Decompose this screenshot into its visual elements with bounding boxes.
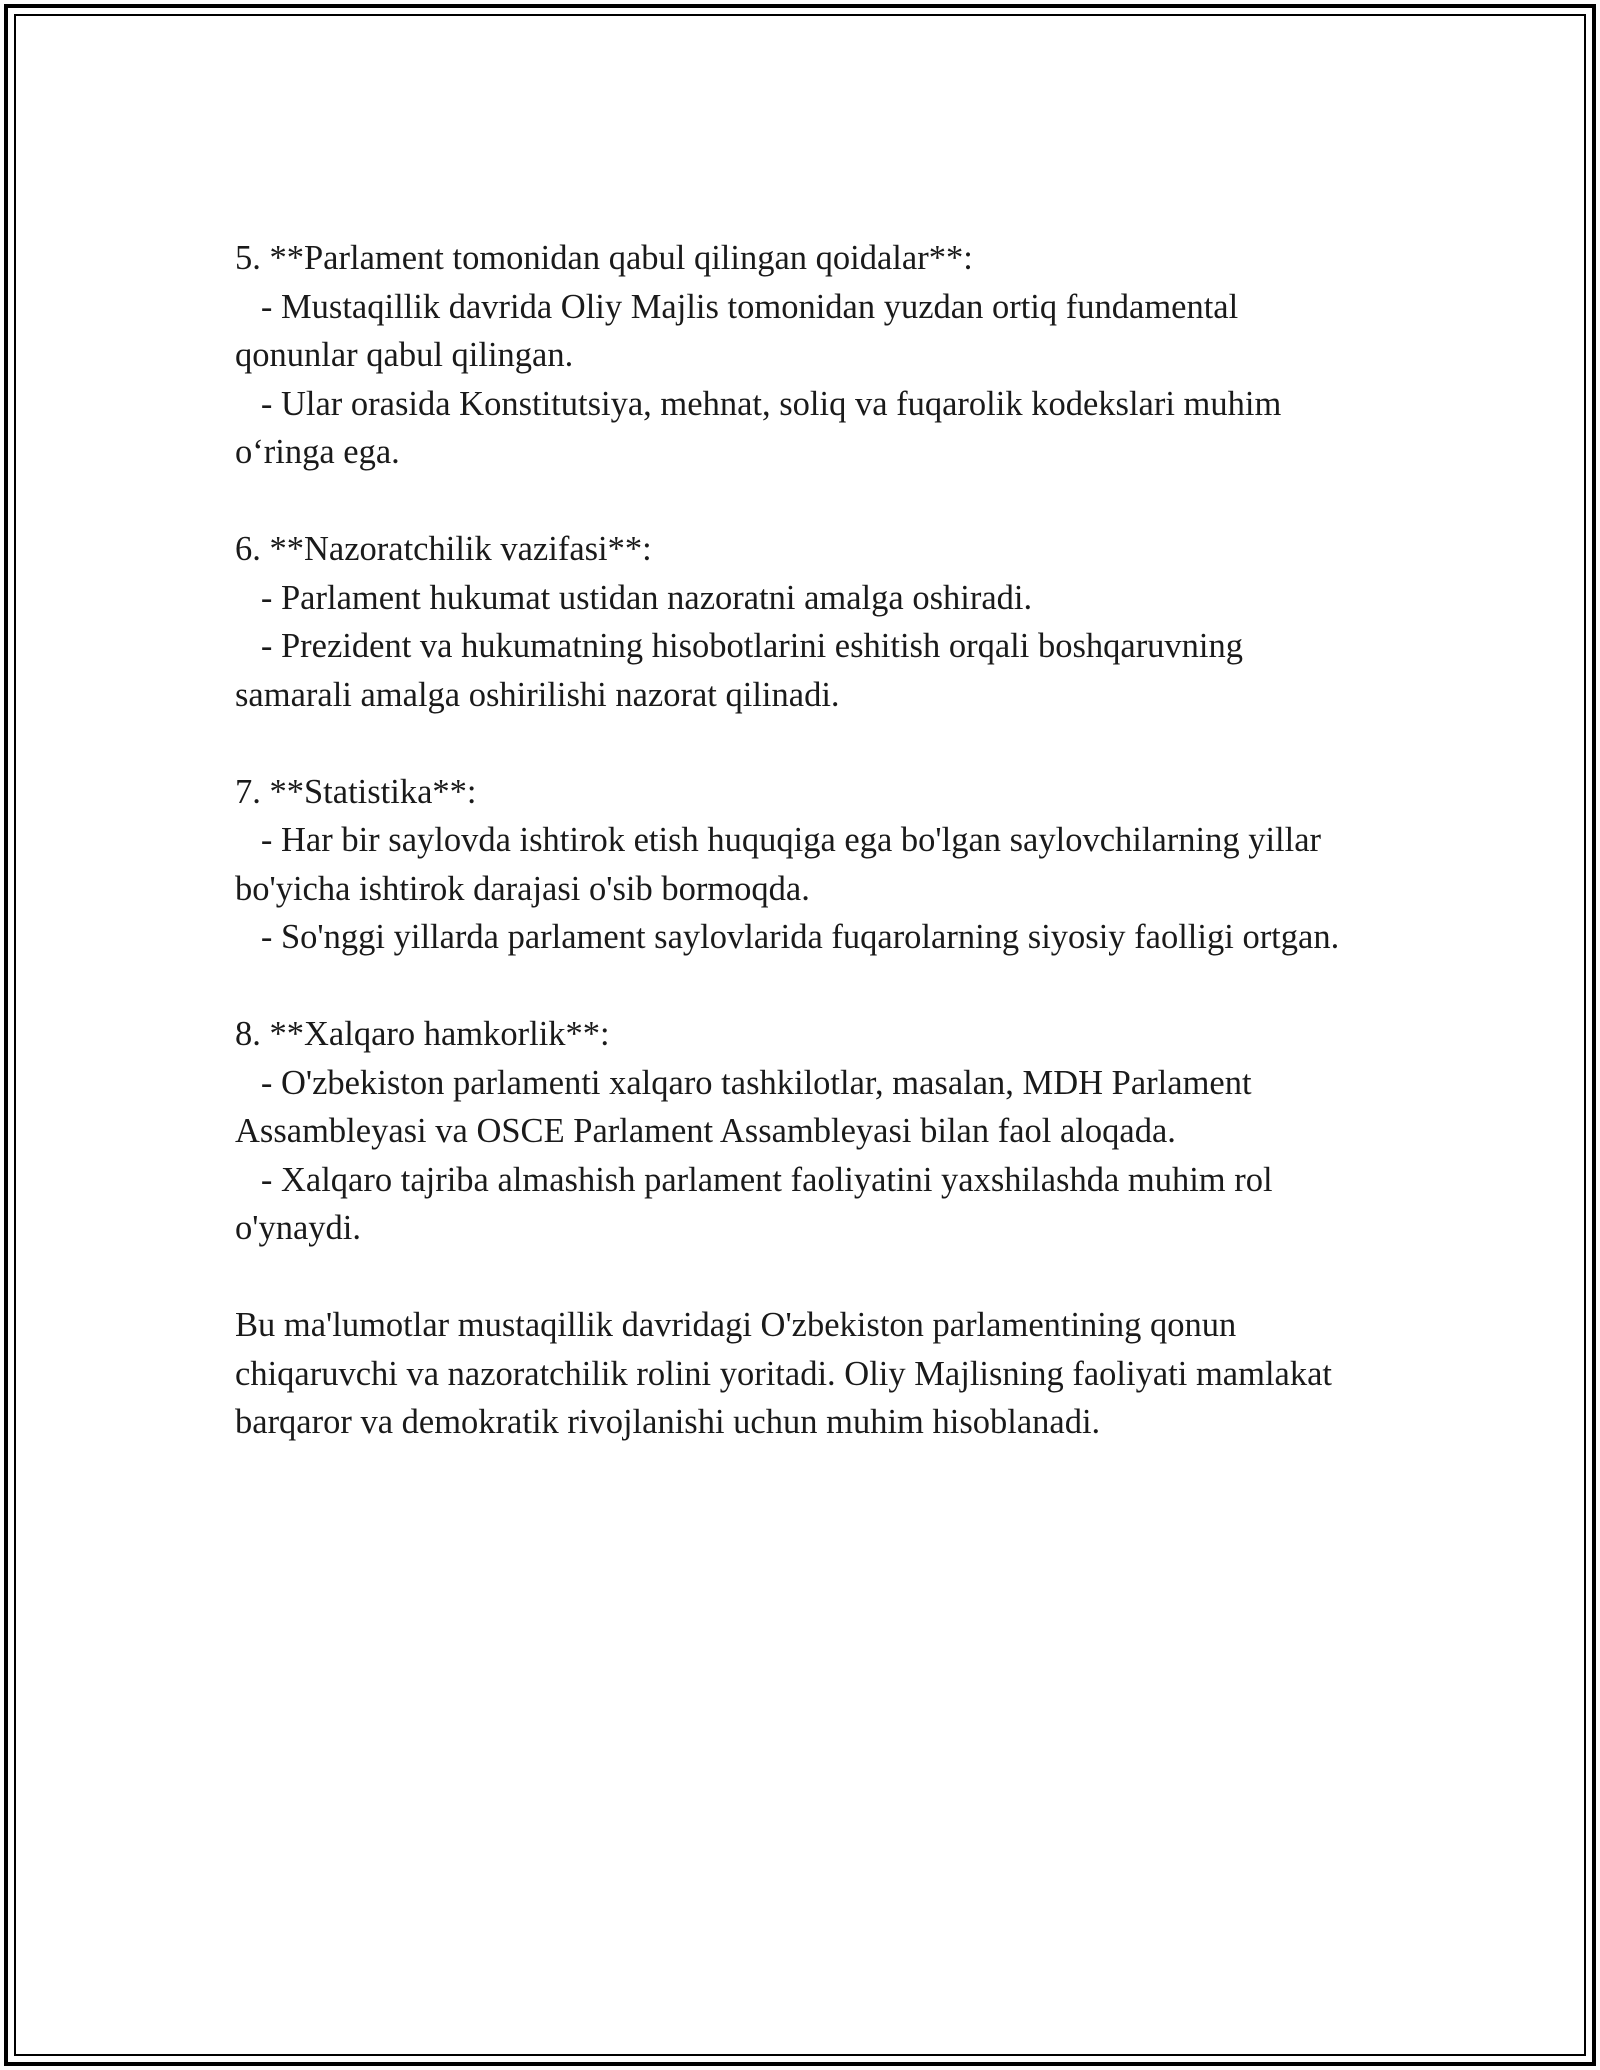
list-item: - Ular orasida Konstitutsiya, mehnat, soliq va fuqarolik kodekslari muhim o‘ringa ega. bbox=[235, 384, 1290, 471]
section-8 bbox=[235, 1010, 1365, 1253]
list-item: - Har bir saylovda ishtirok etish huquqiga ega bo'lgan saylovchilarning yillar bo'yicha ishtirok darajasi o'sib bormoqda. bbox=[235, 821, 1330, 908]
list-item: - Parlament hukumat ustidan nazoratni amalga oshiradi. bbox=[235, 578, 1033, 617]
section-heading: 7. **Statistika**: bbox=[235, 772, 477, 811]
list-item: - O'zbekiston parlamenti xalqaro tashkilotlar, masalan, MDH Parlament Assambleyasi va OSCE Parlament Assambleyasi bilan faol aloqada. bbox=[235, 1063, 1259, 1150]
section-heading: 8. **Xalqaro hamkorlik**: bbox=[235, 1015, 610, 1053]
list-item: - So'nggi yillarda parlament saylovlarida fuqarolarning siyosiy faolligi ortgan. bbox=[235, 918, 1340, 956]
section-5 bbox=[235, 234, 1365, 477]
section-7 bbox=[235, 768, 1365, 962]
list-item: - Mustaqillik davrida Oliy Majlis tomonidan yuzdan ortiq fundamental qonunlar qabul qilingan. bbox=[235, 287, 1247, 374]
document-body bbox=[235, 234, 1365, 1447]
section-6 bbox=[235, 525, 1365, 719]
section-heading: 5. **Parlament tomonidan qabul qilingan qoidalar**: bbox=[235, 239, 973, 277]
section-heading: 6. **Nazoratchilik vazifasi**: bbox=[235, 530, 652, 568]
list-item: - Prezident va hukumatning hisobotlarini eshitish orqali boshqaruvning samarali amalga oshirilishi nazorat qilinadi. bbox=[235, 627, 1252, 714]
list-item: - Xalqaro tajriba almashish parlament faoliyatini yaxshilashda muhim rol o'ynaydi. bbox=[235, 1160, 1282, 1247]
closing-paragraph: Bu ma'lumotlar mustaqillik davridagi O'zbekiston parlamentining qonun chiqaruvchi va nazoratchilik rolini yoritadi. Oliy Majlisning faoliyati mamlakat barqaror va demokratik rivojlanishi uchun muhim hisoblanadi. bbox=[235, 1306, 1341, 1441]
